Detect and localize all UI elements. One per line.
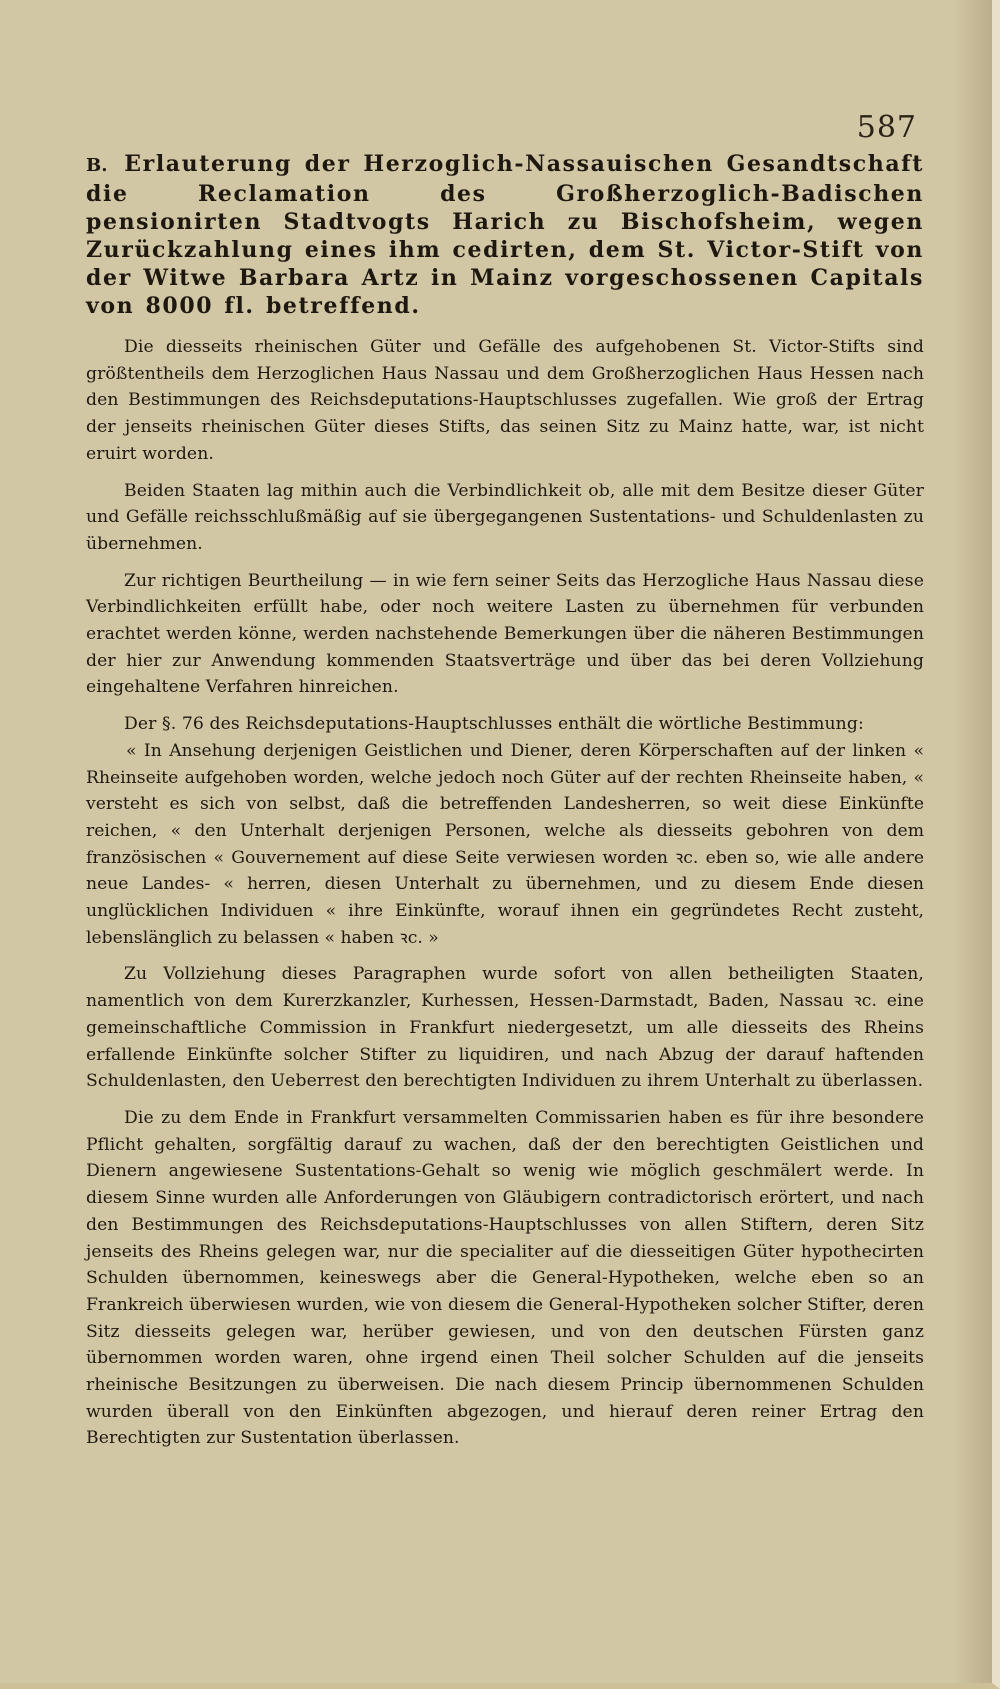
- paragraph-5: Zu Vollziehung dieses Paragraphen wurde sofort von allen betheiligten Staaten, namentlich von dem Kurerzkanzler, Kurhessen, Hessen-Darmstadt, Baden, Nassau ꝛc. eine gemeinschaftliche Commission in Frankfurt niedergesetzt, um alle diesseits des Rheins erfallende Einkünfte solcher Stifter zu liquidiren, und nach Abzug der darauf haftenden Schuldenlasten, den Ueberrest den berechtigten Individuen zu ihrem Unterhalt zu überlassen.: [86, 964, 924, 1092]
- page-edge-shadow: [952, 0, 992, 1683]
- paragraph-3: Zur richtigen Beurtheilung — in wie fern seiner Seits das Herzogliche Haus Nassau diese Verbindlichkeiten erfüllt habe, oder noch weitere Lasten zu übernehmen für verbunden erachtet werden könne, werden nachstehende Bemerkungen über die näheren Bestimmungen der hier zur Anwendung kommenden Staatsverträge und über das bei deren Vollziehung eingehaltene Verfahren hinreichen.: [86, 570, 924, 698]
- section-label: B.: [86, 155, 108, 176]
- paragraph-1: Die diesseits rheinischen Güter und Gefälle des aufgehobenen St. Victor-Stifts sind größtentheils dem Herzoglichen Haus Nassau und dem Großherzoglichen Haus Hessen nach den Bestimmungen des Reichsdeputations-Hauptschlusses zugefallen. Wie groß der Ertrag der jenseits rheinischen Güter dieses Stifts, das seinen Sitz zu Mainz hatte, war, ist nicht eruirt worden.: [86, 337, 924, 464]
- quoted-statute: « In Ansehung derjenigen Geistlichen und Diener, deren Körperschaften auf der linken « Rheinseite aufgehoben worden, welche jedoch noch Güter auf der rechten Rheinseite haben, « versteht es sich von selbst, daß die betreffenden Landesherren, so weit diese Einkünfte reichen, « den Unterhalt derjenigen Personen, welche als diesseits gebohren von dem französischen « Gouvernement auf diese Seite verwiesen worden ꝛc. eben so, wie alle andere neue Landes- « herren, diesen Unterhalt zu übernehmen, und zu diesem Ende diesen unglücklichen Individuen « ihre Einkünfte, worauf ihnen ein gegründetes Recht zusteht, lebenslänglich zu belassen « haben ꝛc. »: [86, 740, 924, 948]
- paragraph-4: Der §. 76 des Reichsdeputations-Hauptschlusses enthält die wörtliche Bestimmung:: [124, 714, 864, 735]
- page-content: [86, 150, 924, 1452]
- section-title: Erlauterung der Herzoglich-Nassauischen Gesandtschaft die Reclamation des Großherzoglich-Badischen pensionirten Stadtvogts Harich zu Bischofsheim, wegen Zurückzahlung eines ihm cedirten, dem St. Victor-Stift von der Witwe Barbara Artz in Mainz vorgeschossenen Capitals von 8000 fl. betreffend.: [86, 151, 924, 319]
- section-heading: [86, 150, 924, 320]
- paragraph-6: Die zu dem Ende in Frankfurt versammelten Commissarien haben es für ihre besondere Pflicht gehalten, sorgfältig darauf zu wachen, daß der den berechtigten Geistlichen und Dienern angewiesene Sustentations-Gehalt so wenig wie möglich geschmälert werde. In diesem Sinne wurden alle Anforderungen von Gläubigern contradictorisch erörtert, und nach den Bestimmungen des Reichsdeputations-Hauptschlusses von allen Stiftern, deren Sitz jenseits des Rheins gelegen war, nur die specialiter auf die diesseitigen Güter hypothecirten Schulden übernommen, keineswegs aber die General-Hypotheken, welche eben so an Frankreich überwiesen wurden, wie von diesem die General-Hypotheken solcher Stifter, deren Sitz diesseits gelegen war, herüber gewiesen, und von den deutschen Fürsten ganz übernommen worden waren, ohne irgend einen Theil solcher Schulden auf die jenseits rheinische Besitzungen zu überweisen. Die nach diesem Princip übernommenen Schulden wurden überall von den Einkünften abgezogen, und hierauf deren reiner Ertrag den Berechtigten zur Sustentation überlassen.: [86, 1107, 924, 1449]
- page-number: 587: [856, 110, 917, 145]
- paragraph-2: Beiden Staaten lag mithin auch die Verbindlichkeit ob, alle mit dem Besitze dieser Güter und Gefälle reichsschlußmäßig auf sie übergegangenen Sustentations- und Schuldenlasten zu übernehmen.: [86, 480, 924, 554]
